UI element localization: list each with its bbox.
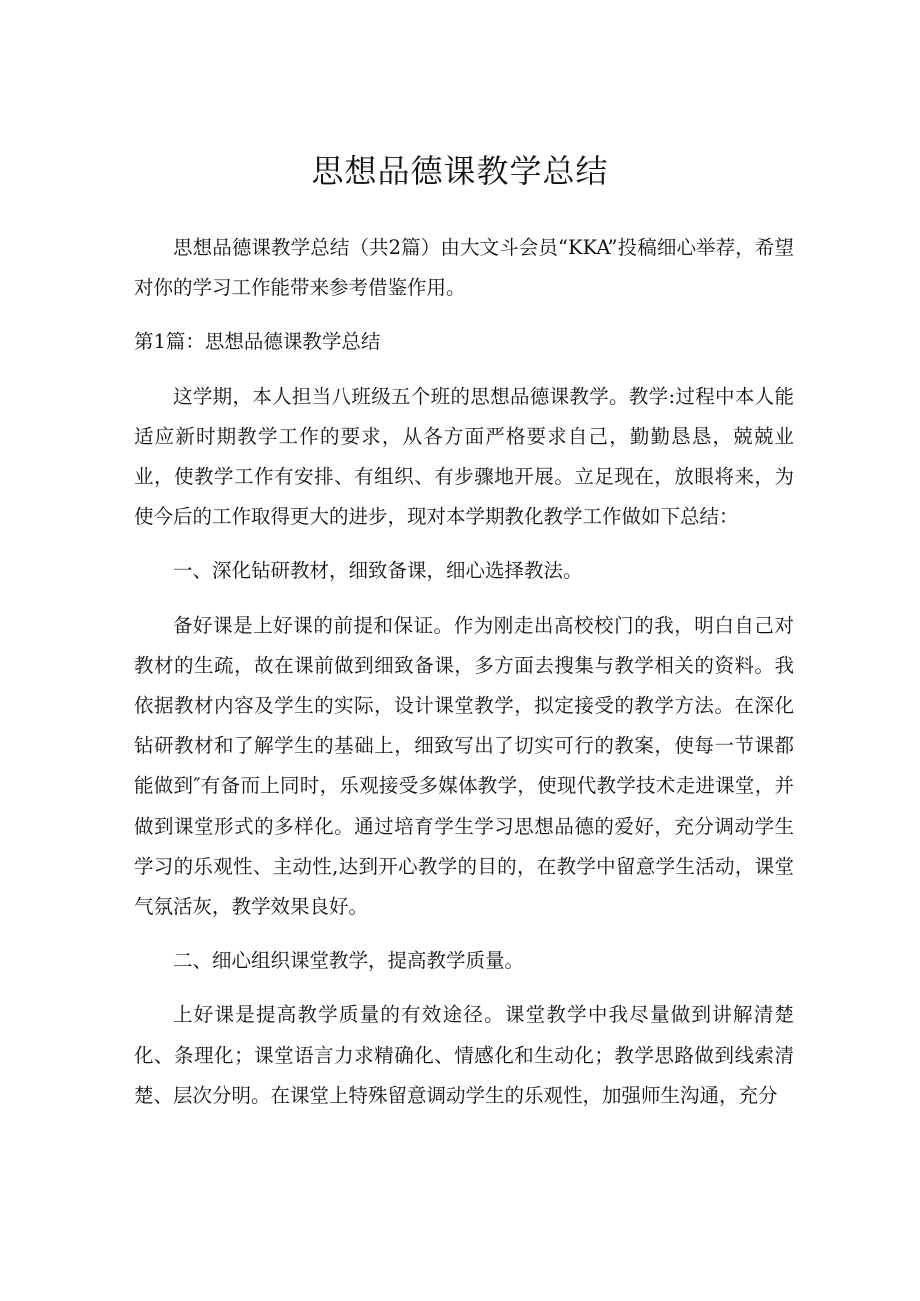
body-paragraph-2: 备好课是上好课的前提和保证。作为刚走出高校校门的我，明白自己对教材的生疏，故在课前做到细致备课，多方面去搜集与教学相关的资料。我依据教材内容及学生的实际，设计课堂教学，拟定接受的教学方法。在深化钻研教材和了解学生的基础上，细致写出了切实可行的教案，使每一节课都能做到″有备而上同时，乐观接受多媒体教学，使现代教学技术走进课堂，并做到课堂形式的多样化。通过培育学生学习思想品德的爱好，充分调动学生学习的乐观性、主动性,达到开心教学的目的，在教学中留意学生活动，课堂气氛活灰，教学效果良好。 [134,613,794,919]
body-paragraph-3: 上好课是提高教学质量的有效途径。课堂教学中我尽量做到讲解清楚化、条理化；课堂语言力求精确化、情感化和生动化；教学思路做到线索清楚、层次分明。在课堂上特殊留意调动学生的乐观性，加强师生沟通，充分 [134,1003,794,1107]
page-title: 思想品德课教学总结 [311,152,609,190]
document-body [134,228,794,1130]
body-paragraph-1: 这学期，本人担当八班级五个班的思想品德课教学。教学:过程中本人能适应新时期教学工作的要求，从各方面严格要求自己，勤勤恳恳，兢兢业业，使教学工作有安排、有组织、有步骤地开展。立足现在，放眼将来，为使今后的工作取得更大的进步，现对本学期教化教学工作做如下总结： [134,384,794,529]
intro-paragraph: 思想品德课教学总结（共2篇）由大文斗会员“KKA”投稿细心举荐，希望对你的学习工作能带来参考借鉴作用。 [134,236,794,300]
section-heading-2: 二、细心组织课堂教学，提高教学质量。 [173,949,525,973]
part-heading: 第1篇：思想品德课教学总结 [134,330,381,354]
section-heading-1: 一、深化钻研教材，细致备课，细心选择教法。 [173,559,583,583]
